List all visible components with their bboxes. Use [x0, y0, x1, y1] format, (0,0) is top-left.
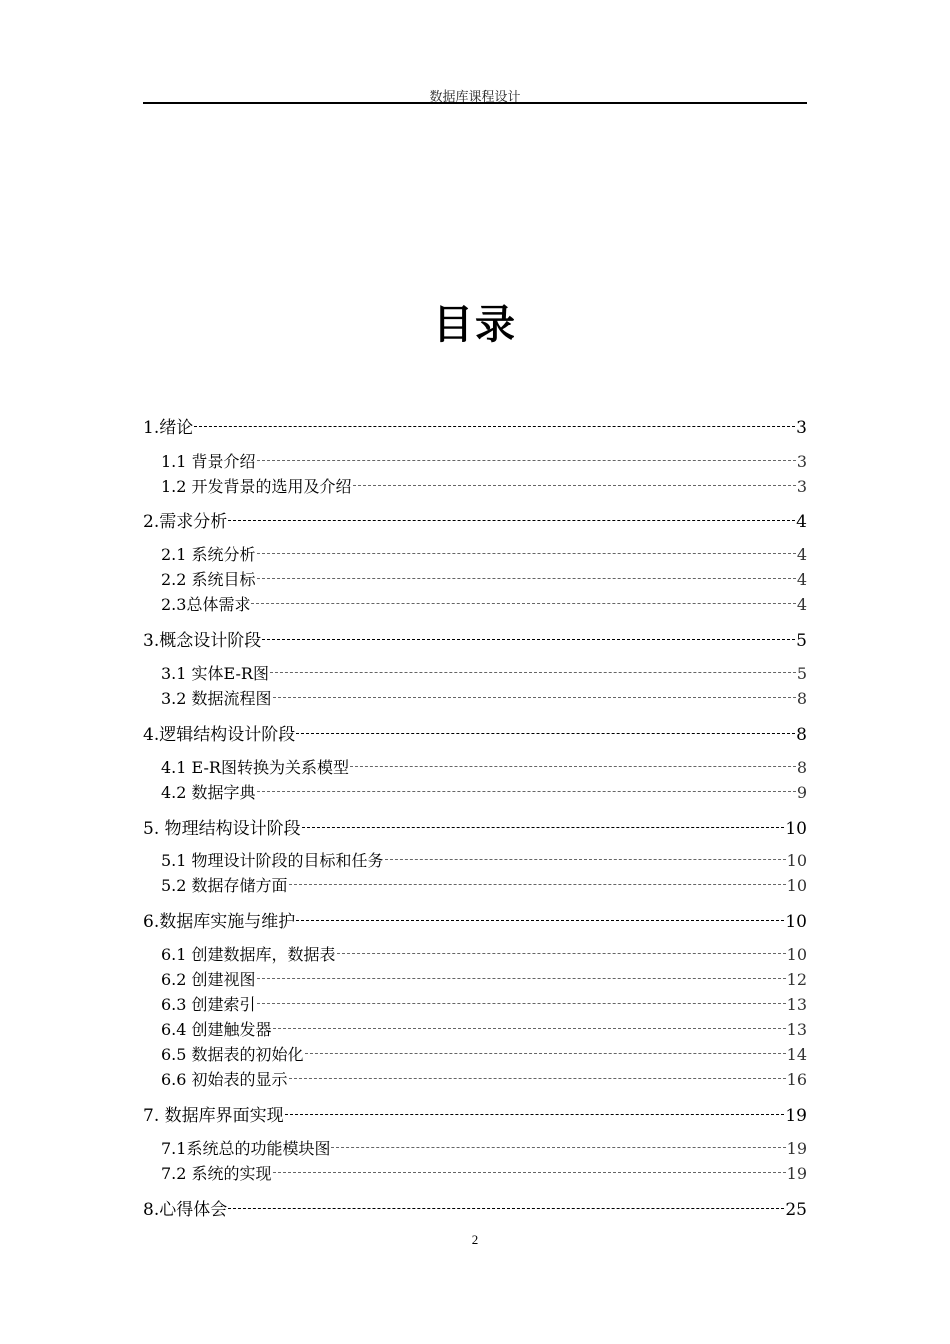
toc-entry-label: 8.心得体会	[143, 1200, 228, 1220]
toc-entry-label: 2.1 系统分析	[161, 545, 256, 564]
dot-leader	[305, 1044, 786, 1060]
running-header: 数据库课程设计	[429, 90, 521, 105]
toc-entry-page: 19	[786, 1139, 807, 1158]
dot-leader	[270, 663, 796, 679]
toc-entry-label: 1.绪论	[143, 418, 194, 438]
toc-entry-chapter[interactable]	[143, 907, 807, 932]
toc-entry-label: 6.2 创建视图	[161, 970, 256, 989]
toc-entry-page: 5	[796, 664, 807, 683]
toc-entry-page: 10	[785, 912, 807, 932]
toc-entry-label: 3.1 实体E-R图	[161, 664, 269, 683]
toc-entry-chapter[interactable]	[143, 1195, 807, 1220]
dot-leader	[257, 569, 796, 585]
toc-entry-label: 1.2 开发背景的选用及介绍	[161, 477, 352, 496]
toc-entry-label: 5.2 数据存储方面	[161, 876, 288, 895]
dot-leader	[257, 544, 796, 560]
toc-entry-page: 25	[785, 1200, 807, 1220]
dot-leader	[296, 910, 784, 927]
toc-entry-chapter[interactable]	[143, 1101, 807, 1126]
dot-leader	[251, 594, 795, 610]
toc-entry-section[interactable]	[161, 992, 807, 1015]
toc-entry-page: 5	[796, 631, 807, 651]
toc-entry-page: 3	[796, 418, 807, 438]
toc-entry-chapter[interactable]	[143, 720, 807, 745]
toc-entry-page: 14	[786, 1045, 807, 1064]
toc-entry-label: 2.3总体需求	[161, 595, 251, 614]
toc-entry-page: 4	[796, 545, 807, 564]
toc-entry-section[interactable]	[161, 1017, 807, 1040]
toc-entry-page: 9	[796, 783, 807, 802]
toc-entry-section[interactable]	[161, 1136, 807, 1159]
toc-entry-section[interactable]	[161, 755, 807, 778]
dot-leader	[289, 1069, 786, 1085]
dot-leader	[385, 850, 786, 866]
toc-entry-page: 19	[785, 1106, 807, 1126]
toc-entry-label: 5. 物理结构设计阶段	[143, 819, 301, 839]
dot-leader	[331, 1138, 785, 1154]
dot-leader	[273, 1019, 786, 1035]
toc-entry-page: 3	[796, 452, 807, 471]
page-number: 2	[471, 1232, 479, 1247]
dot-leader	[257, 969, 786, 985]
toc-entry-label: 3.2 数据流程图	[161, 689, 272, 708]
toc-entry-section[interactable]	[161, 661, 807, 684]
toc-entry-label: 1.1 背景介绍	[161, 452, 256, 471]
toc-entry-label: 6.6 初始表的显示	[161, 1070, 288, 1089]
toc-entry-label: 4.逻辑结构设计阶段	[143, 725, 296, 745]
dot-leader	[337, 944, 786, 960]
toc-entry-section[interactable]	[161, 474, 807, 497]
dot-leader	[228, 1198, 784, 1215]
toc-entry-label: 6.1 创建数据库，数据表	[161, 945, 336, 964]
toc-entry-section[interactable]	[161, 967, 807, 990]
dot-leader	[302, 817, 785, 834]
toc-entry-label: 2.2 系统目标	[161, 570, 256, 589]
toc-entry-page: 8	[796, 689, 807, 708]
toc-entry-page: 16	[786, 1070, 807, 1089]
toc-entry-section[interactable]	[161, 848, 807, 871]
toc-entry-label: 5.1 物理设计阶段的目标和任务	[161, 851, 384, 870]
toc-entry-section[interactable]	[161, 567, 807, 590]
dot-leader	[262, 629, 795, 646]
toc-entry-page: 12	[786, 970, 807, 989]
header-rule	[143, 102, 807, 104]
dot-leader	[285, 1104, 785, 1121]
dot-leader	[273, 688, 796, 704]
toc-entry-section[interactable]	[161, 686, 807, 709]
toc-entry-label: 7.2 系统的实现	[161, 1164, 272, 1183]
toc-entry-label: 7.1系统总的功能模块图	[161, 1139, 331, 1158]
toc-entry-section[interactable]	[161, 449, 807, 472]
toc-entry-label: 4.2 数据字典	[161, 783, 256, 802]
toc-entry-section[interactable]	[161, 1161, 807, 1184]
dot-leader	[257, 782, 796, 798]
toc-entry-page: 10	[786, 851, 807, 870]
toc-entry-chapter[interactable]	[143, 626, 807, 651]
toc-entry-page: 8	[796, 758, 807, 777]
toc-entry-section[interactable]	[161, 942, 807, 965]
toc-entry-chapter[interactable]	[143, 413, 807, 438]
dot-leader	[257, 451, 796, 467]
page-title: 目录	[433, 302, 517, 348]
toc-entry-page: 10	[785, 819, 807, 839]
toc-entry-label: 6.4 创建触发器	[161, 1020, 272, 1039]
toc-entry-label: 3.概念设计阶段	[143, 631, 262, 651]
toc-entry-section[interactable]	[161, 1067, 807, 1090]
toc-entry-section[interactable]	[161, 592, 807, 615]
dot-leader	[228, 510, 795, 527]
dot-leader	[273, 1163, 786, 1179]
toc-entry-page: 10	[786, 876, 807, 895]
toc-entry-page: 4	[796, 570, 807, 589]
toc-entry-page: 13	[786, 995, 807, 1014]
toc-entry-page: 10	[786, 945, 807, 964]
toc-entry-label: 6.3 创建索引	[161, 995, 256, 1014]
toc-entry-section[interactable]	[161, 542, 807, 565]
toc-entry-page: 4	[796, 595, 807, 614]
dot-leader	[296, 723, 795, 740]
dot-leader	[289, 875, 786, 891]
toc-entry-label: 6.数据库实施与维护	[143, 912, 296, 932]
toc-entry-section[interactable]	[161, 873, 807, 896]
toc-entry-section[interactable]	[161, 780, 807, 803]
toc-entry-section[interactable]	[161, 1042, 807, 1065]
toc-entry-page: 13	[786, 1020, 807, 1039]
dot-leader	[350, 757, 796, 773]
dot-leader	[257, 994, 786, 1010]
toc-entry-chapter[interactable]	[143, 507, 807, 532]
dot-leader	[194, 416, 795, 433]
toc-entry-chapter[interactable]	[143, 814, 807, 839]
toc-entry-label: 2.需求分析	[143, 512, 228, 532]
toc-entry-label: 4.1 E-R图转换为关系模型	[161, 758, 349, 777]
toc-entry-page: 4	[796, 512, 807, 532]
toc-entry-page: 19	[786, 1164, 807, 1183]
toc-entry-label: 6.5 数据表的初始化	[161, 1045, 304, 1064]
toc-entry-page: 8	[796, 725, 807, 745]
toc-entry-label: 7. 数据库界面实现	[143, 1106, 284, 1126]
toc-entry-page: 3	[796, 477, 807, 496]
dot-leader	[353, 476, 796, 492]
